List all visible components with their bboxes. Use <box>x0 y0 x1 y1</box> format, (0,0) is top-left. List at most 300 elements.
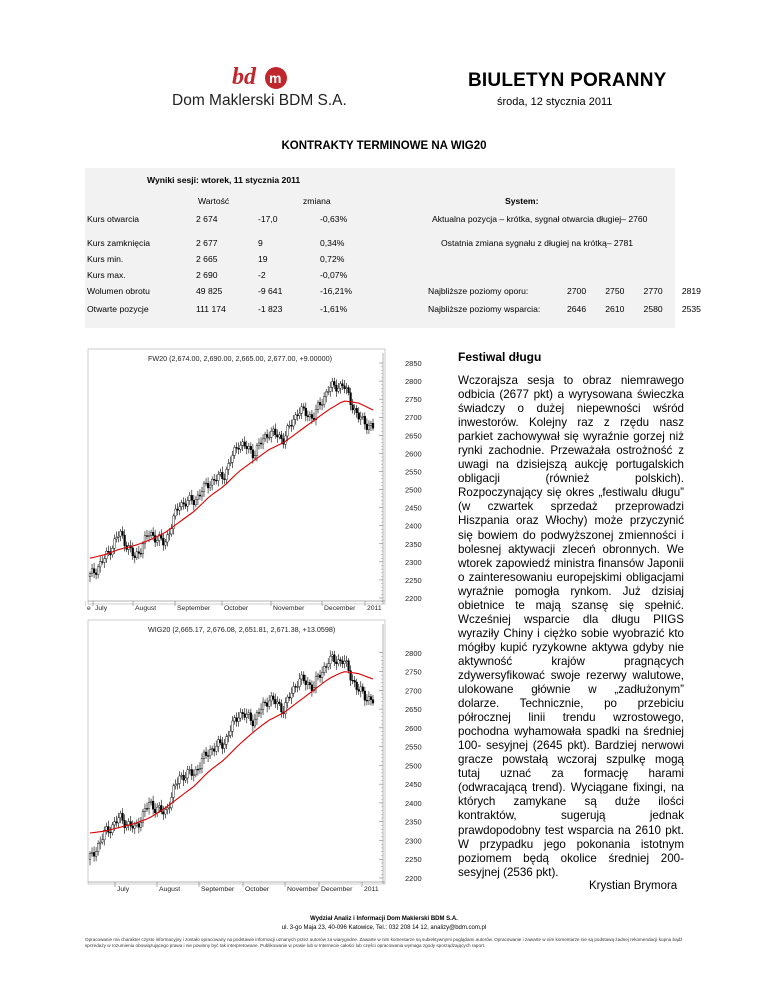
x-tick-label: October <box>245 886 270 893</box>
candle <box>191 490 193 505</box>
candle <box>370 694 372 705</box>
x-tick-label: August <box>159 886 181 893</box>
candle <box>89 572 91 582</box>
candle <box>173 783 175 803</box>
candle <box>138 546 140 559</box>
candle <box>223 739 225 753</box>
row-change: 9 <box>258 238 263 248</box>
chart-title: WIG20 (2,665.17, 2,676.08, 2,651.81, 2,671.38, +13.0598) <box>148 625 336 634</box>
x-tick-label: December <box>324 605 356 612</box>
candle <box>305 675 307 691</box>
svg-text:m: m <box>269 70 282 86</box>
footer-address: ul. 3-go Maja 23, 40-096 Katowice, Tel.: 032 208 14 12, analizy@bdm.com.pl <box>281 925 487 931</box>
candle <box>209 481 211 491</box>
candle <box>362 683 364 693</box>
candle <box>331 378 333 392</box>
candle <box>248 709 250 719</box>
row-change-percent: -0,07% <box>320 270 348 280</box>
candle <box>230 725 232 738</box>
candle <box>283 433 285 448</box>
candle <box>132 542 134 560</box>
candle <box>295 412 297 424</box>
candle <box>203 481 205 497</box>
x-tick-label: e <box>87 605 91 612</box>
candle <box>278 699 280 706</box>
candle <box>319 398 321 410</box>
y-tick-label: 2300 <box>405 836 422 846</box>
candle <box>93 563 95 578</box>
candle <box>268 432 270 441</box>
candle <box>272 426 274 436</box>
column-header-system: System: <box>505 196 539 206</box>
support-label: Najbliższe poziomy wsparcia: <box>428 304 541 314</box>
candle <box>103 555 105 568</box>
candle <box>299 673 301 690</box>
y-tick-label: 2450 <box>405 503 422 513</box>
candle <box>350 388 352 411</box>
candle <box>99 556 101 572</box>
candle <box>274 423 276 438</box>
candle <box>203 750 205 764</box>
candle <box>136 548 138 560</box>
candle <box>342 379 344 390</box>
candle <box>207 477 209 493</box>
candle <box>91 847 93 856</box>
candle <box>191 764 193 780</box>
resistance-label: Najbliższe poziomy oporu: <box>428 286 529 296</box>
moving-average-line <box>90 672 373 833</box>
x-tick-label: December <box>321 886 353 893</box>
candle <box>150 530 152 539</box>
candle <box>280 699 282 717</box>
row-value: 111 174 <box>196 304 226 314</box>
candle <box>199 489 201 500</box>
y-tick-label: 2600 <box>405 723 422 733</box>
candle <box>278 432 280 440</box>
candle <box>348 385 350 395</box>
candle <box>211 476 213 490</box>
candle <box>291 687 293 704</box>
candle <box>134 552 136 563</box>
candle <box>260 437 262 449</box>
candle <box>205 747 207 759</box>
candle <box>207 750 209 762</box>
candle <box>333 651 335 666</box>
candle <box>258 438 260 449</box>
candle <box>183 770 185 786</box>
moving-average-line <box>90 401 373 558</box>
bulletin-date: środa, 12 stycznia 2011 <box>497 96 613 108</box>
resistance-levels: 2700 2750 2770 2819 <box>567 286 701 296</box>
candle <box>124 814 126 833</box>
candle <box>185 772 187 783</box>
system-last-change: Ostatnia zmiana sygnału z długiej na krótką– 2781 <box>441 238 634 248</box>
candle <box>107 821 109 837</box>
candle <box>232 451 234 468</box>
fw20-chart <box>85 345 430 613</box>
candle <box>219 736 221 746</box>
candle <box>254 714 256 729</box>
candle <box>270 692 272 707</box>
candle <box>362 413 364 420</box>
candle <box>156 536 158 546</box>
candle <box>217 471 219 486</box>
x-tick-label: September <box>177 605 211 612</box>
row-label: Kurs max. <box>87 270 126 280</box>
candle <box>354 404 356 415</box>
candle <box>97 564 99 578</box>
candle <box>327 386 329 395</box>
candle <box>215 741 217 756</box>
candle <box>150 798 152 805</box>
candle <box>289 421 291 429</box>
article-title: Festiwal długu <box>458 350 542 364</box>
candle <box>262 434 264 449</box>
candle <box>118 531 120 542</box>
x-tick-label: 2011 <box>367 605 382 612</box>
candle <box>156 803 158 817</box>
row-value: 2 690 <box>196 270 218 280</box>
candle <box>221 467 223 485</box>
candle <box>301 671 303 685</box>
candle <box>195 766 197 777</box>
candle <box>118 813 120 828</box>
y-tick-label: 2250 <box>405 855 422 865</box>
candle <box>329 650 331 669</box>
session-title: Wyniki sesji: wtorek, 11 stycznia 2011 <box>147 175 301 185</box>
candle <box>185 498 187 509</box>
candle <box>238 712 240 727</box>
candle <box>313 681 315 693</box>
candle <box>91 564 93 577</box>
candle <box>350 665 352 686</box>
candle <box>173 514 175 535</box>
row-label: Kurs zamknięcia <box>87 238 151 248</box>
candle <box>364 412 366 429</box>
y-tick-label: 2350 <box>405 817 422 827</box>
y-tick-label: 2750 <box>405 395 422 405</box>
footer-disclaimer: Opracowanie ma charakter czysto informacyjny i zostało opracowany na podstawie informacji uznanych przez autorów za wiarygodne. Zawarte w nim komentarze są subiektywnymi poglądami autorów. Opracowanie i zawarte w nim komentarze nie są podstawą żadnej rekomendacji kupna bądź sprzedaży w rozumieniu obowiązującego prawa i nie powinny być tak interpretowane. Publikowanie w prasie lub w Internecie całości lub części opracowania wymaga zgody sporządzających raport. <box>85 937 683 948</box>
candle <box>122 526 124 538</box>
candle <box>240 441 242 453</box>
candle <box>199 762 201 773</box>
y-tick-label: 2200 <box>405 874 422 883</box>
candle <box>103 827 105 846</box>
candle <box>307 410 309 421</box>
candle <box>372 695 374 706</box>
candle <box>213 474 215 485</box>
article-body: Wczorajsza sesja to obraz niemrawego odbicia (2677 pkt) a wyrysowana świeczka świadczy o dużej niepewności wśród inwestorów. Kolejny raz z rzędu nasz parkiet zachowywał się wyraźnie gorzej niż rynki zachodnie. Przeważała ostrożność z uwagi na dzisiejszą aukcję portugalskich obligacji (również polskich). Rozpoczynający się okres „festiwalu długu” (w czwartek sprzedaż przeprowadzi Hiszpania oraz Włochy) może przyczynić się bowiem do podwyższonej zmienności i bolesnej aktywacji zleceń obronnych. We wtorek zapowiedź ministra finansów Japonii o zainteresowaniu europejskimi obligacjami wyraźnie pomogła rynkom. Już dzisiaj obietnice te mają szansę się spełnić. Wcześniej wsparcie dla długu PIIGS wyraziły Chiny i ciężko sobie wyobrazić kto mógłby kupić ryzykowne aktywa gdyby nie aktywność krajów pragnących zdywersyfikować swoje rezerwy walutowe, ulokowane głównie w „zadłużonym” dolarze. Technicznie, po przebiciu półrocznej linii trendu wzrostowego, pochodna wyhamowała spadki na średniej 100- sesyjnej (2645 pkt). Bardziej nerwowi gracze powstałą wczoraj szpulkę mogą tutaj uznać za formację harami (odwracającą trend). Wyciągane fixingi, na których zamykane są duże ilości kontraktów, sugerują jednak prawdopodobny test wsparcia na 2610 pkt. W przypadku jego pokonania istotnym poziomem będą okolice średniej 200-sesyjnej (2536 pkt). <box>458 374 684 879</box>
y-tick-label: 2650 <box>405 431 422 441</box>
candle <box>160 800 162 815</box>
candle <box>189 492 191 505</box>
candle <box>230 457 232 467</box>
x-tick-label: August <box>135 605 157 612</box>
candle <box>101 834 103 845</box>
candle <box>352 399 354 413</box>
x-tick-label: September <box>201 886 235 893</box>
candle <box>152 796 154 815</box>
candle <box>193 495 195 510</box>
y-tick-label: 2200 <box>405 594 422 603</box>
row-label: Wolumen obrotu <box>87 286 150 296</box>
candle <box>321 666 323 683</box>
candle <box>154 530 156 547</box>
candle <box>346 383 348 394</box>
svg-text:bd: bd <box>232 64 256 90</box>
candle <box>201 753 203 773</box>
candle <box>164 539 166 549</box>
candle <box>364 687 366 706</box>
y-tick-label: 2850 <box>405 359 422 368</box>
candle <box>260 703 262 718</box>
candle <box>344 380 346 393</box>
candle <box>242 709 244 720</box>
candle <box>368 691 370 705</box>
y-tick-label: 2450 <box>405 780 422 790</box>
y-tick-label: 2350 <box>405 539 422 549</box>
candle <box>368 420 370 433</box>
candle <box>248 443 250 453</box>
candle <box>311 680 313 696</box>
row-value: 2 674 <box>196 214 218 224</box>
candle <box>162 533 164 551</box>
candle <box>209 745 211 759</box>
candle <box>319 670 321 683</box>
candle <box>340 657 342 667</box>
candle <box>293 682 295 697</box>
row-change-percent: -0,63% <box>320 214 348 224</box>
candle <box>93 846 95 861</box>
y-tick-label: 2300 <box>405 557 422 567</box>
row-change-percent: -1,61% <box>320 304 348 314</box>
candle <box>95 569 97 580</box>
candle <box>246 441 248 455</box>
x-tick-label: October <box>224 605 249 612</box>
y-tick-label: 2750 <box>405 667 422 677</box>
candle <box>107 546 109 557</box>
row-change: -17,0 <box>258 214 278 224</box>
company-name: Dom Maklerski BDM S.A. <box>172 92 347 109</box>
candle <box>158 531 160 546</box>
candle <box>301 403 303 419</box>
candle <box>333 378 335 389</box>
candle <box>226 467 228 484</box>
candle <box>175 779 177 789</box>
candle <box>285 431 287 449</box>
candle <box>246 709 248 723</box>
x-tick-label: November <box>287 886 319 893</box>
candle <box>223 474 225 484</box>
row-change-percent: 0,72% <box>320 254 345 264</box>
candle <box>266 697 268 712</box>
candle <box>268 695 270 710</box>
candle <box>181 772 183 779</box>
candle <box>217 736 219 752</box>
y-tick-label: 2550 <box>405 467 422 477</box>
candle <box>297 410 299 421</box>
candle <box>346 656 348 667</box>
y-tick-label: 2700 <box>405 413 422 423</box>
candle <box>89 851 91 865</box>
candle <box>348 658 350 673</box>
row-change: -9 641 <box>258 286 283 296</box>
candle <box>344 655 346 668</box>
candle <box>307 677 309 689</box>
candle <box>335 380 337 397</box>
candle <box>291 420 293 432</box>
candle <box>295 684 297 693</box>
y-tick-label: 2800 <box>405 648 422 658</box>
candle <box>221 737 223 754</box>
row-change-percent: -16,21% <box>320 286 353 296</box>
candle <box>354 676 356 687</box>
candle <box>213 743 215 756</box>
candle <box>219 469 221 477</box>
candle <box>171 524 173 537</box>
candle <box>175 504 177 519</box>
candle <box>171 792 173 810</box>
candle <box>187 497 189 512</box>
candle <box>215 475 217 485</box>
candle <box>166 531 168 547</box>
candle <box>315 405 317 426</box>
candle <box>179 771 181 788</box>
y-tick-label: 2500 <box>405 761 422 771</box>
candle <box>195 496 197 507</box>
candle <box>234 445 236 459</box>
candle <box>315 671 317 693</box>
footer-department: Wydział Analiz i Informacji Dom Maklerski BDM S.A. <box>310 916 458 922</box>
candle <box>146 530 148 540</box>
candle <box>183 497 185 509</box>
candle <box>211 746 213 756</box>
candle <box>317 673 319 681</box>
candle <box>132 820 134 832</box>
y-tick-label: 2650 <box>405 705 422 715</box>
y-tick-label: 2600 <box>405 449 422 459</box>
section-title: KONTRAKTY TERMINOWE NA WIG20 <box>281 140 487 152</box>
candle <box>272 692 274 704</box>
row-value: 2 677 <box>196 238 218 248</box>
candle <box>340 381 342 394</box>
candle <box>140 548 142 557</box>
candle <box>360 681 362 697</box>
candle <box>352 674 354 684</box>
candle <box>232 716 234 737</box>
candle <box>193 769 195 781</box>
bulletin-title: BIULETYN PORANNY <box>468 70 667 91</box>
candle <box>256 710 258 725</box>
candle <box>250 709 252 725</box>
row-label: Kurs otwarcia <box>87 214 140 224</box>
column-header-value: Wartość <box>198 196 230 206</box>
y-tick-label: 2550 <box>405 742 422 752</box>
candle <box>366 694 368 705</box>
candle <box>136 820 138 828</box>
x-tick-label: November <box>273 605 305 612</box>
candle <box>285 697 287 718</box>
candle <box>234 715 236 724</box>
candle <box>116 816 118 827</box>
candle <box>358 684 360 695</box>
candle <box>177 777 179 789</box>
candle <box>179 502 181 515</box>
candle <box>236 712 238 726</box>
candle <box>201 487 203 501</box>
candle <box>99 837 101 850</box>
candle <box>270 427 272 442</box>
candle <box>266 429 268 443</box>
candle <box>342 656 344 668</box>
candle <box>205 478 207 486</box>
candle <box>280 431 282 445</box>
candle <box>105 823 107 835</box>
candle <box>321 399 323 410</box>
candle <box>325 389 327 402</box>
candle <box>142 809 144 827</box>
candle <box>299 408 301 420</box>
candle <box>358 407 360 422</box>
candle <box>276 429 278 442</box>
candle <box>120 811 122 823</box>
candle <box>276 696 278 709</box>
candle <box>140 817 142 831</box>
candle <box>197 765 199 776</box>
candle <box>126 541 128 552</box>
candle <box>329 382 331 397</box>
row-change: -2 <box>258 270 266 280</box>
candle <box>187 766 189 784</box>
row-change: -1 823 <box>258 304 283 314</box>
row-change: 19 <box>258 254 268 264</box>
candle <box>142 541 144 558</box>
candle <box>370 421 372 431</box>
candle <box>264 699 266 706</box>
row-label: Kurs min. <box>87 254 124 264</box>
candle <box>101 556 103 565</box>
candle <box>309 412 311 422</box>
row-change-percent: 0,34% <box>320 238 345 248</box>
y-tick-label: 2500 <box>405 485 422 495</box>
candle <box>327 658 329 670</box>
row-label: Otwarte pozycje <box>87 304 149 314</box>
candle <box>325 663 327 673</box>
y-tick-label: 2400 <box>405 798 422 808</box>
candle <box>303 671 305 683</box>
candle <box>297 681 299 692</box>
x-tick-label: July <box>117 886 130 893</box>
candle <box>109 827 111 839</box>
candle <box>309 680 311 690</box>
candle <box>317 400 319 413</box>
candle <box>252 715 254 732</box>
candle <box>244 436 246 449</box>
candle <box>144 531 146 549</box>
candle <box>372 419 374 431</box>
candle <box>189 766 191 775</box>
candle <box>197 491 199 505</box>
candle <box>228 731 230 742</box>
candle <box>128 543 130 555</box>
candle <box>97 840 99 855</box>
support-levels: 2646 2610 2580 2535 <box>567 304 701 314</box>
candle <box>138 818 140 834</box>
row-value: 2 665 <box>196 254 218 264</box>
candle <box>154 803 156 818</box>
candle <box>262 697 264 714</box>
candle <box>240 708 242 721</box>
